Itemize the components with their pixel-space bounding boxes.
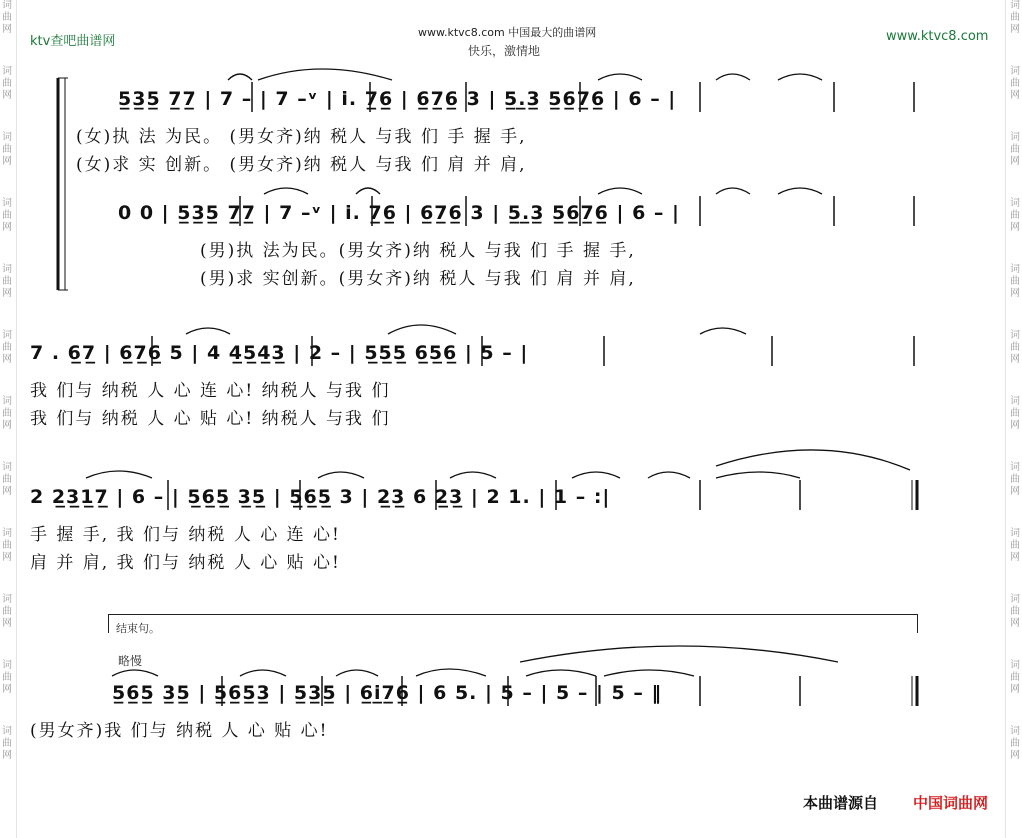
ending-notation: 5̲6̲5̲ 3̲5̲ | 5̲6̲5̲3̲ | 5̲3̲5̲ | 6̲i̲7̲6̲ | 6 5. | 5 – | 5 – | 5 – ‖ [112,682,663,704]
ending-label: 结束句。 [116,622,160,635]
staff2-lyrics-verse2: (男)求 实创新。(男女齐)纳 税人 与我 们 肩 并 肩, [200,269,636,289]
source-site-link[interactable]: 中国词曲网 [912,794,988,812]
source-label: 本曲谱源自 [802,794,878,812]
staff2-lyrics-verse1: (男)执 法为民。(男女齐)纳 税人 与我 们 手 握 手, [200,241,636,261]
system2-lyrics-verse2: 我 们与 纳税 人 心 贴 心! 纳税人 与我 们 [30,409,391,429]
ending-lyrics: (男女齐)我 们与 纳税 人 心 贴 心! [30,721,329,741]
site-url-right[interactable]: www.ktvc8.com [886,29,989,44]
tempo-marking: 快乐，激情地 [468,44,541,58]
staff1-lyrics-verse1: (女)执 法 为民。 (男女齐)纳 税人 与我 们 手 握 手, [76,127,527,147]
system3-lyrics-verse1: 手 握 手, 我 们与 纳税 人 心 连 心! [30,525,341,545]
staff1-lyrics-verse2: (女)求 实 创新。 (男女齐)纳 税人 与我 们 肩 并 肩, [76,155,527,175]
watermark-right: 词曲网 词曲网 词曲网 词曲网 词曲网 词曲网 词曲网 词曲网 词曲网 词曲网 词曲网 词曲网 [1010,0,1020,761]
site-name-left[interactable]: ktv查吧曲谱网 [30,34,116,49]
system2-notation: 7 . 6̲7̲ | 6̲7̲6̲ 5 | 4 4̲5̲4̲3̲ | 2 – | 5̲5̲5̲ 6̲5̲6̲ | 5 – | [30,342,529,364]
system2-lyrics-verse1: 我 们与 纳税 人 心 连 心! 纳税人 与我 们 [30,381,391,401]
staff1-notation: 5̲3̲5̲ 7̲7̲ | 7 – | 7 –ᵛ | i. 7̲6̲ | 6̲7̲6̲ 3 | 5̲.̲3̲ 5̲6̲7̲6̲ | 6 – | [118,88,677,110]
watermark-left: 词曲网 词曲网 词曲网 词曲网 词曲网 词曲网 词曲网 词曲网 词曲网 词曲网 词曲网 词曲网 [2,0,12,761]
ending-tempo: 略慢 [118,654,143,668]
system3-lyrics-verse2: 肩 并 肩, 我 们与 纳税 人 心 贴 心! [30,553,341,573]
system3-notation: 2 2̲3̲1̲7̲ | 6 – | 5̲6̲5̲ 3̲5̲ | 5̲6̲5̲ 3 | 2̲3̲ 6 2̲3̲ | 2 1. | 1 – :| [30,486,611,508]
ending-bracket [108,614,918,633]
site-banner-center[interactable]: www.ktvc8.com 中国最大的曲谱网 [418,26,597,39]
staff2-notation: 0 0 | 5̲3̲5̲ 7̲7̲ | 7 –ᵛ | i. 7̲6̲ | 6̲7̲6̲ 3 | 5̲.̲3̲ 5̲6̲7̲6̲ | 6 – | [118,202,680,224]
